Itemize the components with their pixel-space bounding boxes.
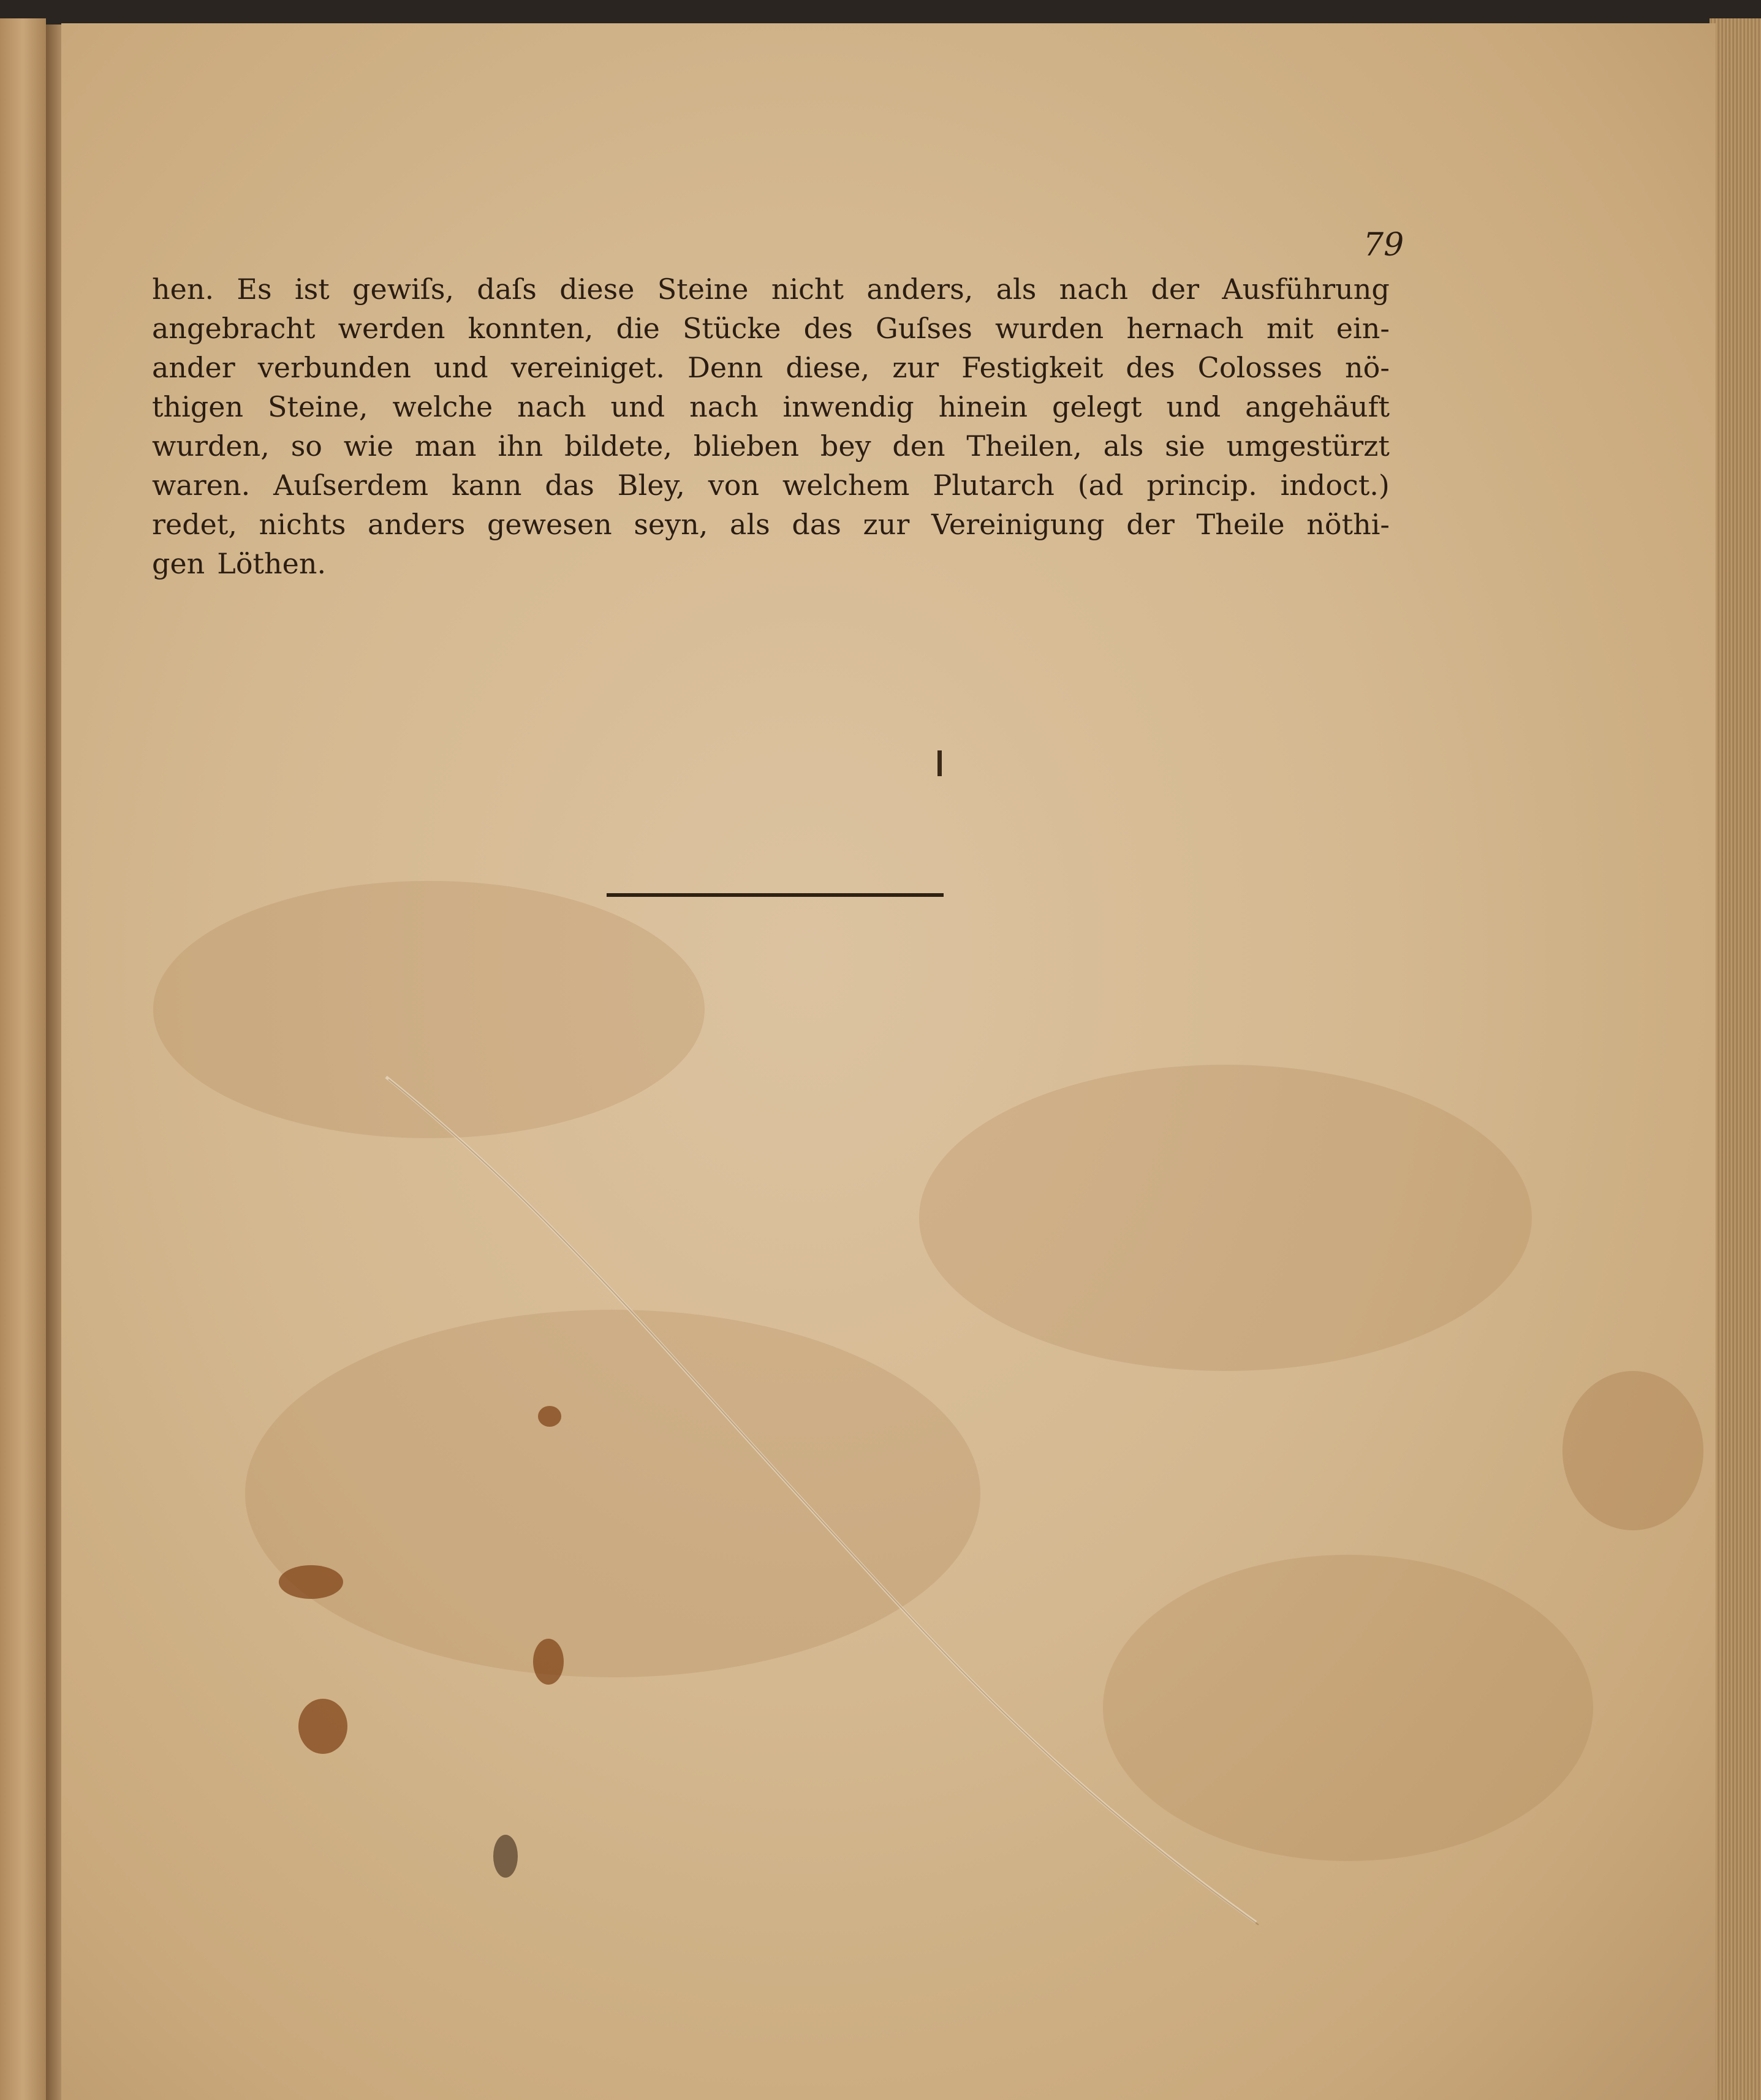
word: Löthen. <box>217 547 327 580</box>
text-line <box>152 387 1390 426</box>
word: hinein <box>938 390 1028 423</box>
word: welchem <box>782 469 910 502</box>
word: als <box>730 508 770 541</box>
word: nichts <box>259 508 346 541</box>
text-line <box>152 270 1390 309</box>
word: der <box>1151 273 1200 306</box>
word: gelegt <box>1052 390 1142 423</box>
word: vereiniget. <box>510 351 665 384</box>
text-line <box>152 505 1390 544</box>
word: ihn <box>498 429 543 463</box>
word: werden <box>338 312 445 345</box>
word: welche <box>392 390 493 423</box>
word: Denn <box>687 351 763 384</box>
word: daſs <box>477 273 537 306</box>
word: bey <box>820 429 871 463</box>
word: und <box>610 390 665 423</box>
word: diese <box>559 273 635 306</box>
word: und <box>433 351 488 384</box>
word: so <box>290 429 322 463</box>
left-page-edge <box>0 18 46 2100</box>
word: als <box>1103 429 1144 463</box>
word: hen. <box>152 273 214 306</box>
text-line <box>152 544 1390 583</box>
word: gewiſs, <box>352 273 455 306</box>
word: anders, <box>866 273 974 306</box>
word: Auſserdem <box>273 469 429 502</box>
section-rule <box>607 893 944 897</box>
word: nicht <box>771 273 844 306</box>
word: Theilen, <box>966 429 1082 463</box>
word: bildete, <box>564 429 672 463</box>
word: kann <box>451 469 522 502</box>
word: Plutarch <box>933 469 1055 502</box>
word: den <box>892 429 945 463</box>
word: mit <box>1266 312 1314 345</box>
printer-mark <box>937 750 942 776</box>
word: angebracht <box>152 312 316 345</box>
word: gen <box>152 547 205 580</box>
text-line <box>152 309 1390 348</box>
word: waren. <box>152 469 251 502</box>
word: princip. <box>1146 469 1257 502</box>
word: Colosses <box>1197 351 1323 384</box>
word: angehäuft <box>1245 390 1390 423</box>
word: des <box>803 312 853 345</box>
word: redet, <box>152 508 237 541</box>
word: wurden, <box>152 429 270 463</box>
word: nach <box>1059 273 1129 306</box>
word: (ad <box>1077 469 1124 502</box>
word: wurden <box>995 312 1104 345</box>
word: Theile <box>1196 508 1285 541</box>
word: ist <box>294 273 330 306</box>
word: zur <box>892 351 939 384</box>
body-text <box>152 270 1390 583</box>
word: wie <box>343 429 394 463</box>
text-line <box>152 348 1390 387</box>
word: nö- <box>1345 351 1390 384</box>
word: hernach <box>1126 312 1244 345</box>
page-stack-edge <box>1710 18 1761 2100</box>
word: Steine, <box>268 390 368 423</box>
word: von <box>708 469 760 502</box>
text-line <box>152 466 1390 505</box>
word: nach <box>689 390 759 423</box>
word: nöthi- <box>1306 508 1390 541</box>
word: verbunden <box>257 351 411 384</box>
word: blieben <box>693 429 800 463</box>
word: Steine <box>657 273 749 306</box>
word: und <box>1166 390 1221 423</box>
word: zur <box>863 508 910 541</box>
word: Bley, <box>617 469 685 502</box>
word: Festigkeit <box>961 351 1104 384</box>
word: Guſses <box>876 312 972 345</box>
word: seyn, <box>634 508 708 541</box>
word: der <box>1126 508 1175 541</box>
word: die <box>616 312 660 345</box>
word: gewesen <box>487 508 612 541</box>
word: ander <box>152 351 235 384</box>
word: Stücke <box>683 312 781 345</box>
word: Es <box>237 273 272 306</box>
word: umgestürzt <box>1226 429 1390 463</box>
word: das <box>545 469 594 502</box>
word: diese, <box>786 351 870 384</box>
word: sie <box>1165 429 1205 463</box>
text-line <box>152 426 1390 466</box>
word: des <box>1126 351 1175 384</box>
word: nach <box>517 390 586 423</box>
word: man <box>414 429 477 463</box>
word: indoct.) <box>1280 469 1390 502</box>
page-number: 79 <box>1363 227 1404 263</box>
word: Ausführung <box>1222 273 1390 306</box>
word: das <box>792 508 841 541</box>
word: konnten, <box>468 312 594 345</box>
word: anders <box>368 508 466 541</box>
word: Vereinigung <box>931 508 1105 541</box>
word: thigen <box>152 390 244 423</box>
word: ein- <box>1336 312 1390 345</box>
word: als <box>996 273 1037 306</box>
word: inwendig <box>782 390 914 423</box>
